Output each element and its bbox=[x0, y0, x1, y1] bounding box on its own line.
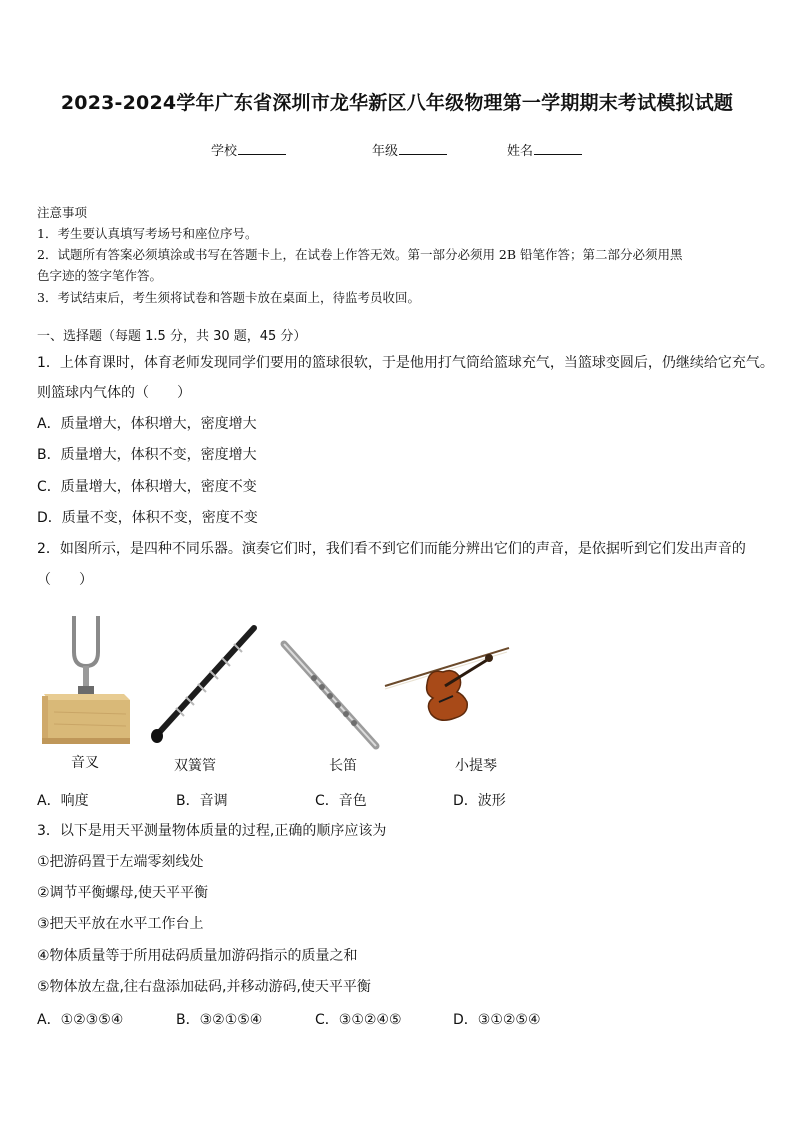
note-item-2: 2．试题所有答案必须填涂或书写在答题卡上，在试卷上作答无效。第一部分必须用 2B 铅笔作答；第二部分必须用黑 bbox=[37, 247, 683, 262]
grade-label: 年级 bbox=[372, 144, 399, 159]
note-item-3: 3．考试结束后，考生须将试卷和答题卡放在桌面上，待监考员收回。 bbox=[37, 290, 420, 305]
caption-violin: 小提琴 bbox=[455, 758, 497, 774]
q2-option-a: A．响度 bbox=[37, 793, 89, 809]
note-item-1: 1．考生要认真填写考场号和座位序号。 bbox=[37, 226, 258, 241]
q1-option-a: A．质量增大，体积增大，密度增大 bbox=[37, 416, 257, 432]
q3-step-1: ①把游码置于左端零刻线处 bbox=[37, 854, 204, 870]
q3-option-c: C．③①②④⑤ bbox=[315, 1012, 402, 1028]
q3-step-3: ③把天平放在水平工作台上 bbox=[37, 916, 204, 932]
flute-image bbox=[280, 640, 382, 752]
school-label: 学校 bbox=[211, 144, 238, 159]
q1-stem: 1．上体育课时，体育老师发现同学们要用的篮球很软，于是他用打气筒给篮球充气，当篮球变圆后，仍继续给它充气。 bbox=[37, 355, 774, 371]
caption-oboe: 双簧管 bbox=[174, 758, 216, 774]
q3-step-5: ⑤物体放左盘,往右盘添加砝码,并移动游码,使天平平衡 bbox=[37, 979, 371, 995]
note-item-2-cont: 色字迹的签字笔作答。 bbox=[37, 268, 163, 283]
oboe-image bbox=[148, 624, 258, 744]
violin-image bbox=[383, 642, 513, 724]
grade-field bbox=[372, 140, 447, 159]
section-heading: 一、选择题（每题 1.5 分，共 30 题，45 分） bbox=[37, 329, 307, 344]
q3-option-a: A．①②③⑤④ bbox=[37, 1012, 124, 1028]
q2-stem: 2．如图所示，是四种不同乐器。演奏它们时，我们看不到它们而能分辨出它们的声音，是依据听到它们发出声音的 bbox=[37, 541, 746, 557]
q1-stem-cont: 则篮球内气体的（ ） bbox=[37, 385, 191, 401]
notes-heading: 注意事项 bbox=[37, 205, 88, 220]
q3-step-4: ④物体质量等于所用砝码质量加游码指示的质量之和 bbox=[37, 948, 358, 964]
grade-blank bbox=[399, 142, 447, 155]
q2-option-b: B．音调 bbox=[176, 793, 228, 809]
q3-stem: 3．以下是用天平测量物体质量的过程,正确的顺序应该为 bbox=[37, 823, 387, 839]
q3-option-b: B．③②①⑤④ bbox=[176, 1012, 263, 1028]
tuning-fork-image bbox=[40, 612, 134, 748]
school-field bbox=[211, 140, 286, 159]
name-label: 姓名 bbox=[507, 144, 534, 159]
q2-option-d: D．波形 bbox=[453, 793, 506, 809]
page-title: 2023-2024学年广东省深圳市龙华新区八年级物理第一学期期末考试模拟试题 bbox=[60, 92, 734, 114]
q3-option-d: D．③①②⑤④ bbox=[453, 1012, 541, 1028]
name-blank bbox=[534, 142, 582, 155]
caption-flute: 长笛 bbox=[329, 758, 357, 774]
q1-option-c: C．质量增大，体积增大，密度不变 bbox=[37, 479, 257, 495]
caption-tuning-fork: 音叉 bbox=[71, 755, 99, 771]
q1-option-b: B．质量增大，体积不变，密度增大 bbox=[37, 447, 257, 463]
school-blank bbox=[238, 142, 286, 155]
q2-stem-cont: （ ） bbox=[37, 572, 93, 588]
q2-option-c: C．音色 bbox=[315, 793, 367, 809]
q1-option-d: D．质量不变，体积不变，密度不变 bbox=[37, 510, 258, 526]
q3-step-2: ②调节平衡螺母,使天平平衡 bbox=[37, 885, 209, 901]
name-field bbox=[507, 140, 582, 159]
